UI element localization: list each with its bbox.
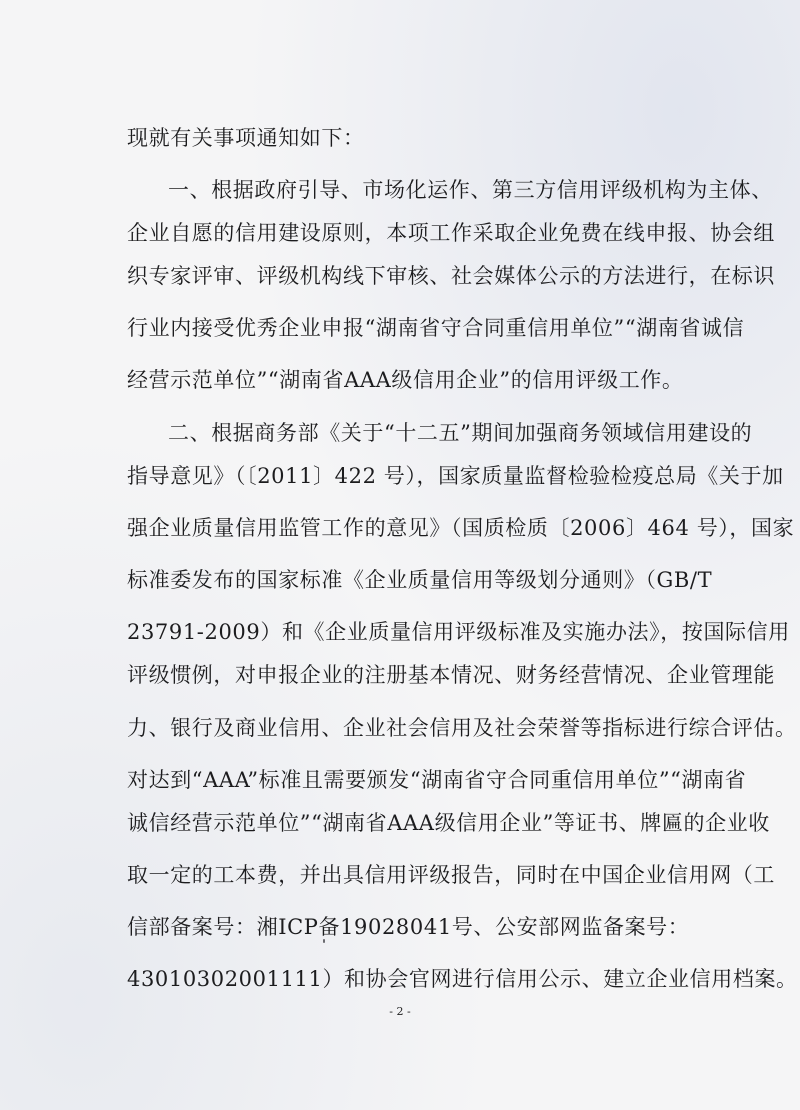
- scan-speck: [323, 939, 325, 943]
- paragraph-line: 企业自愿的信用建设原则，本项工作采取企业免费在线申报、协会组: [127, 221, 775, 245]
- paragraph-line: 43010302001111）和协会官网进行信用公示、建立企业信用档案。: [127, 967, 798, 991]
- page-number: - 2 -: [389, 1005, 411, 1018]
- paragraph-line: 指导意见》（〔2011〕422 号），国家质量监督检验检疫总局《关于加: [127, 464, 784, 488]
- paragraph-line: 诚信经营示范单位”“湖南省AAA级信用企业”等证书、牌匾的企业收: [127, 811, 770, 835]
- paragraph-line: 对达到“AAA”标准且需要颁发“湖南省守合同重信用单位”“湖南省: [127, 768, 747, 792]
- paragraph-line: 力、银行及商业信用、企业社会信用及社会荣誉等指标进行综合评估。: [127, 716, 797, 740]
- paragraph-line: 一、根据政府引导、市场化运作、第三方信用评级机构为主体、: [168, 178, 773, 202]
- paragraph-line: 标准委发布的国家标准《企业质量信用等级划分通则》（GB/T: [127, 568, 713, 592]
- paragraph-line: 信部备案号：湘ICP备19028041号、公安部网监备案号：: [127, 915, 690, 939]
- paragraph-line: 现就有关事项通知如下：: [127, 126, 365, 150]
- paragraph-line: 织专家评审、评级机构线下审核、社会媒体公示的方法进行，在标识: [127, 264, 775, 288]
- paragraph-line: 二、根据商务部《关于“十二五”期间加强商务领域信用建设的: [168, 421, 753, 445]
- paragraph-line: 取一定的工本费，并出具信用评级报告，同时在中国企业信用网（工: [127, 863, 775, 887]
- paragraph-line: 强企业质量信用监管工作的意见》（国质检质〔2006〕464 号），国家: [127, 516, 795, 540]
- paragraph-line: 评级惯例，对申报企业的注册基本情况、财务经营情况、企业管理能: [127, 663, 775, 687]
- paragraph-line: 23791-2009）和《企业质量信用评级标准及实施办法》，按国际信用: [127, 620, 790, 644]
- paragraph-line: 行业内接受优秀企业申报“湖南省守合同重信用单位”“湖南省诚信: [127, 316, 745, 340]
- paragraph-line: 经营示范单位”“湖南省AAA级信用企业”的信用评级工作。: [127, 368, 684, 392]
